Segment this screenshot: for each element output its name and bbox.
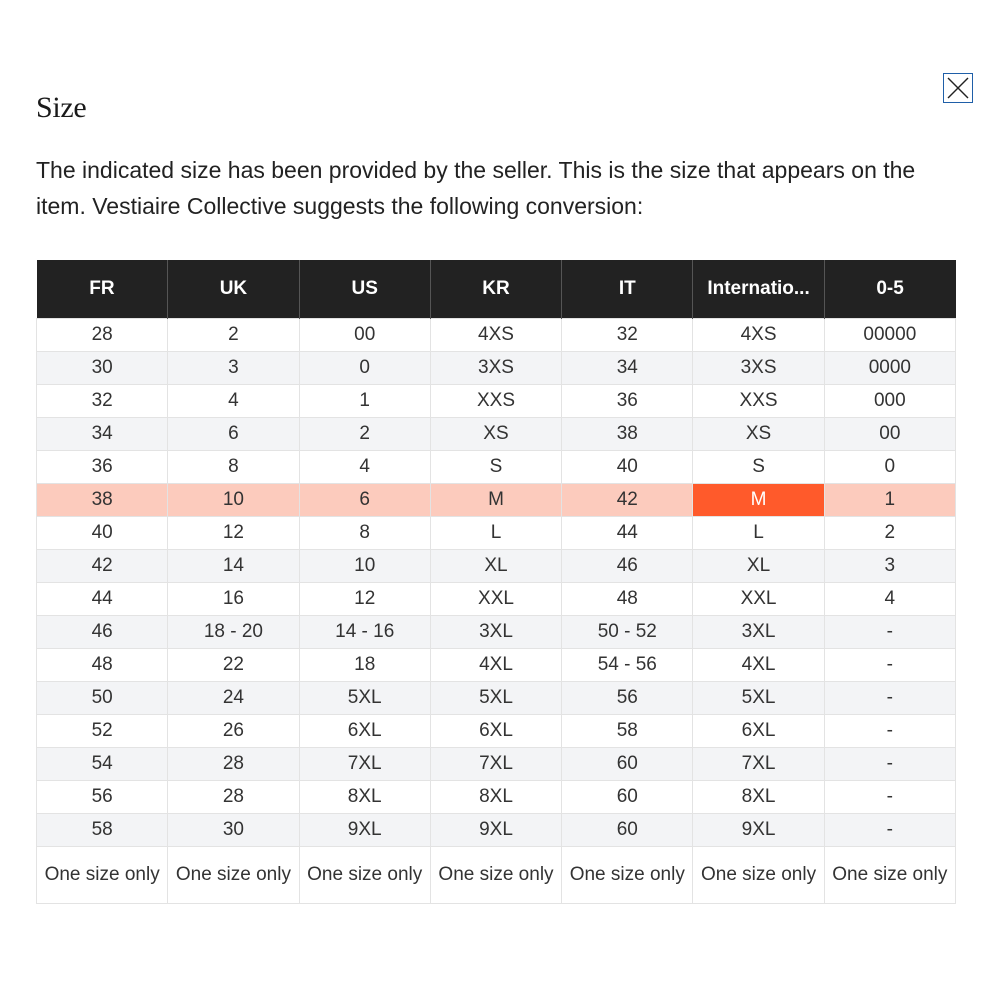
column-header: Internatio... <box>693 260 824 319</box>
table-cell: 4 <box>168 385 299 418</box>
table-cell: 12 <box>299 583 430 616</box>
table-row <box>37 748 956 781</box>
table-cell: - <box>824 814 955 847</box>
table-cell: XL <box>430 550 561 583</box>
table-cell: One size only <box>37 847 168 904</box>
table-cell: XL <box>693 550 824 583</box>
table-cell: 00 <box>299 319 430 352</box>
table-cell: 3XS <box>430 352 561 385</box>
table-header-row <box>37 260 956 319</box>
table-row <box>37 682 956 715</box>
table-cell: One size only <box>562 847 693 904</box>
table-cell: 54 - 56 <box>562 649 693 682</box>
table-cell: 56 <box>562 682 693 715</box>
selected-size-cell: M <box>693 484 824 517</box>
table-cell: 46 <box>37 616 168 649</box>
table-row <box>37 451 956 484</box>
table-cell: 4 <box>299 451 430 484</box>
table-cell: 0000 <box>824 352 955 385</box>
table-cell: M <box>430 484 561 517</box>
table-cell: 8 <box>168 451 299 484</box>
table-cell: 28 <box>168 781 299 814</box>
table-cell: 40 <box>37 517 168 550</box>
table-cell: 00 <box>824 418 955 451</box>
table-cell: 4XS <box>430 319 561 352</box>
table-cell: XS <box>430 418 561 451</box>
table-cell: 1 <box>299 385 430 418</box>
table-cell: 4 <box>824 583 955 616</box>
table-cell: 0 <box>299 352 430 385</box>
table-row <box>37 616 956 649</box>
table-cell: 22 <box>168 649 299 682</box>
column-header: US <box>299 260 430 319</box>
table-cell: 18 <box>299 649 430 682</box>
table-cell: 32 <box>562 319 693 352</box>
table-cell: One size only <box>430 847 561 904</box>
table-cell: 24 <box>168 682 299 715</box>
table-cell: - <box>824 682 955 715</box>
table-cell: 52 <box>37 715 168 748</box>
table-cell: 7XL <box>430 748 561 781</box>
table-cell: 8XL <box>693 781 824 814</box>
table-row <box>37 583 956 616</box>
table-cell: 18 - 20 <box>168 616 299 649</box>
table-cell: 12 <box>168 517 299 550</box>
table-cell: L <box>430 517 561 550</box>
table-cell: 30 <box>168 814 299 847</box>
column-header: KR <box>430 260 561 319</box>
table-cell: 56 <box>37 781 168 814</box>
table-cell: 28 <box>168 748 299 781</box>
table-cell: 2 <box>824 517 955 550</box>
table-cell: 48 <box>37 649 168 682</box>
table-cell: - <box>824 748 955 781</box>
table-cell: 5XL <box>430 682 561 715</box>
table-cell: One size only <box>299 847 430 904</box>
table-cell: 9XL <box>693 814 824 847</box>
table-cell: L <box>693 517 824 550</box>
table-cell: 60 <box>562 781 693 814</box>
table-cell: 54 <box>37 748 168 781</box>
table-cell: 14 - 16 <box>299 616 430 649</box>
close-icon <box>946 76 970 100</box>
table-cell: 6XL <box>693 715 824 748</box>
column-header: FR <box>37 260 168 319</box>
table-cell: 50 <box>37 682 168 715</box>
table-cell: 3XL <box>693 616 824 649</box>
table-cell: 10 <box>299 550 430 583</box>
table-cell: - <box>824 616 955 649</box>
table-cell: 60 <box>562 748 693 781</box>
table-cell: 34 <box>37 418 168 451</box>
table-cell: XXL <box>693 583 824 616</box>
table-cell: 5XL <box>299 682 430 715</box>
column-header: IT <box>562 260 693 319</box>
table-cell: - <box>824 649 955 682</box>
table-body <box>37 319 956 904</box>
table-cell: - <box>824 715 955 748</box>
close-button[interactable] <box>943 73 973 103</box>
table-cell: 44 <box>37 583 168 616</box>
table-cell: 28 <box>37 319 168 352</box>
table-cell: 14 <box>168 550 299 583</box>
table-row <box>37 385 956 418</box>
table-cell: 5XL <box>693 682 824 715</box>
table-cell: 26 <box>168 715 299 748</box>
table-cell: 3 <box>168 352 299 385</box>
table-cell: 6 <box>168 418 299 451</box>
table-row <box>37 352 956 385</box>
table-cell: 36 <box>37 451 168 484</box>
table-cell: 3XS <box>693 352 824 385</box>
table-row <box>37 418 956 451</box>
table-cell: 9XL <box>430 814 561 847</box>
table-row <box>37 814 956 847</box>
table-cell: 58 <box>562 715 693 748</box>
table-row <box>37 550 956 583</box>
table-cell: 2 <box>168 319 299 352</box>
table-cell: 38 <box>37 484 168 517</box>
table-cell: 42 <box>562 484 693 517</box>
table-cell: 8XL <box>430 781 561 814</box>
table-cell: 60 <box>562 814 693 847</box>
table-cell: 4XL <box>693 649 824 682</box>
table-cell: 44 <box>562 517 693 550</box>
table-cell: S <box>430 451 561 484</box>
table-row <box>37 715 956 748</box>
table-cell: 9XL <box>299 814 430 847</box>
table-cell: 38 <box>562 418 693 451</box>
table-cell: 40 <box>562 451 693 484</box>
table-cell: 48 <box>562 583 693 616</box>
table-cell: XXL <box>430 583 561 616</box>
table-cell: S <box>693 451 824 484</box>
table-cell: 2 <box>299 418 430 451</box>
table-cell: 58 <box>37 814 168 847</box>
table-cell: 32 <box>37 385 168 418</box>
table-cell: 4XS <box>693 319 824 352</box>
table-cell: 6XL <box>430 715 561 748</box>
table-row <box>37 781 956 814</box>
table-cell: 16 <box>168 583 299 616</box>
table-cell: One size only <box>168 847 299 904</box>
column-header: 0-5 <box>824 260 955 319</box>
table-row <box>37 649 956 682</box>
table-cell: XXS <box>430 385 561 418</box>
table-cell: 34 <box>562 352 693 385</box>
table-cell: 50 - 52 <box>562 616 693 649</box>
table-cell: 8 <box>299 517 430 550</box>
table-cell: XXS <box>693 385 824 418</box>
table-cell: 000 <box>824 385 955 418</box>
table-cell: 00000 <box>824 319 955 352</box>
size-conversion-table <box>36 260 956 904</box>
table-cell: 6XL <box>299 715 430 748</box>
table-cell: 7XL <box>299 748 430 781</box>
table-cell: 1 <box>824 484 955 517</box>
table-cell: 10 <box>168 484 299 517</box>
column-header: UK <box>168 260 299 319</box>
table-cell: 7XL <box>693 748 824 781</box>
table-cell: 46 <box>562 550 693 583</box>
table-cell: 3 <box>824 550 955 583</box>
table-row <box>37 517 956 550</box>
table-cell: 4XL <box>430 649 561 682</box>
table-row <box>37 319 956 352</box>
modal-title: Size <box>36 91 87 124</box>
table-cell: 42 <box>37 550 168 583</box>
table-cell: One size only <box>693 847 824 904</box>
table-cell: 8XL <box>299 781 430 814</box>
table-cell: 6 <box>299 484 430 517</box>
table-cell: One size only <box>824 847 955 904</box>
table-cell: XS <box>693 418 824 451</box>
modal-description: The indicated size has been provided by the seller. This is the size that appears on the item. Vestiaire Collective suggests the following conversion: <box>36 157 916 219</box>
table-row <box>37 484 956 517</box>
table-cell: 0 <box>824 451 955 484</box>
table-row <box>37 847 956 904</box>
table-cell: 36 <box>562 385 693 418</box>
table-cell: - <box>824 781 955 814</box>
table-cell: 3XL <box>430 616 561 649</box>
table-cell: 30 <box>37 352 168 385</box>
